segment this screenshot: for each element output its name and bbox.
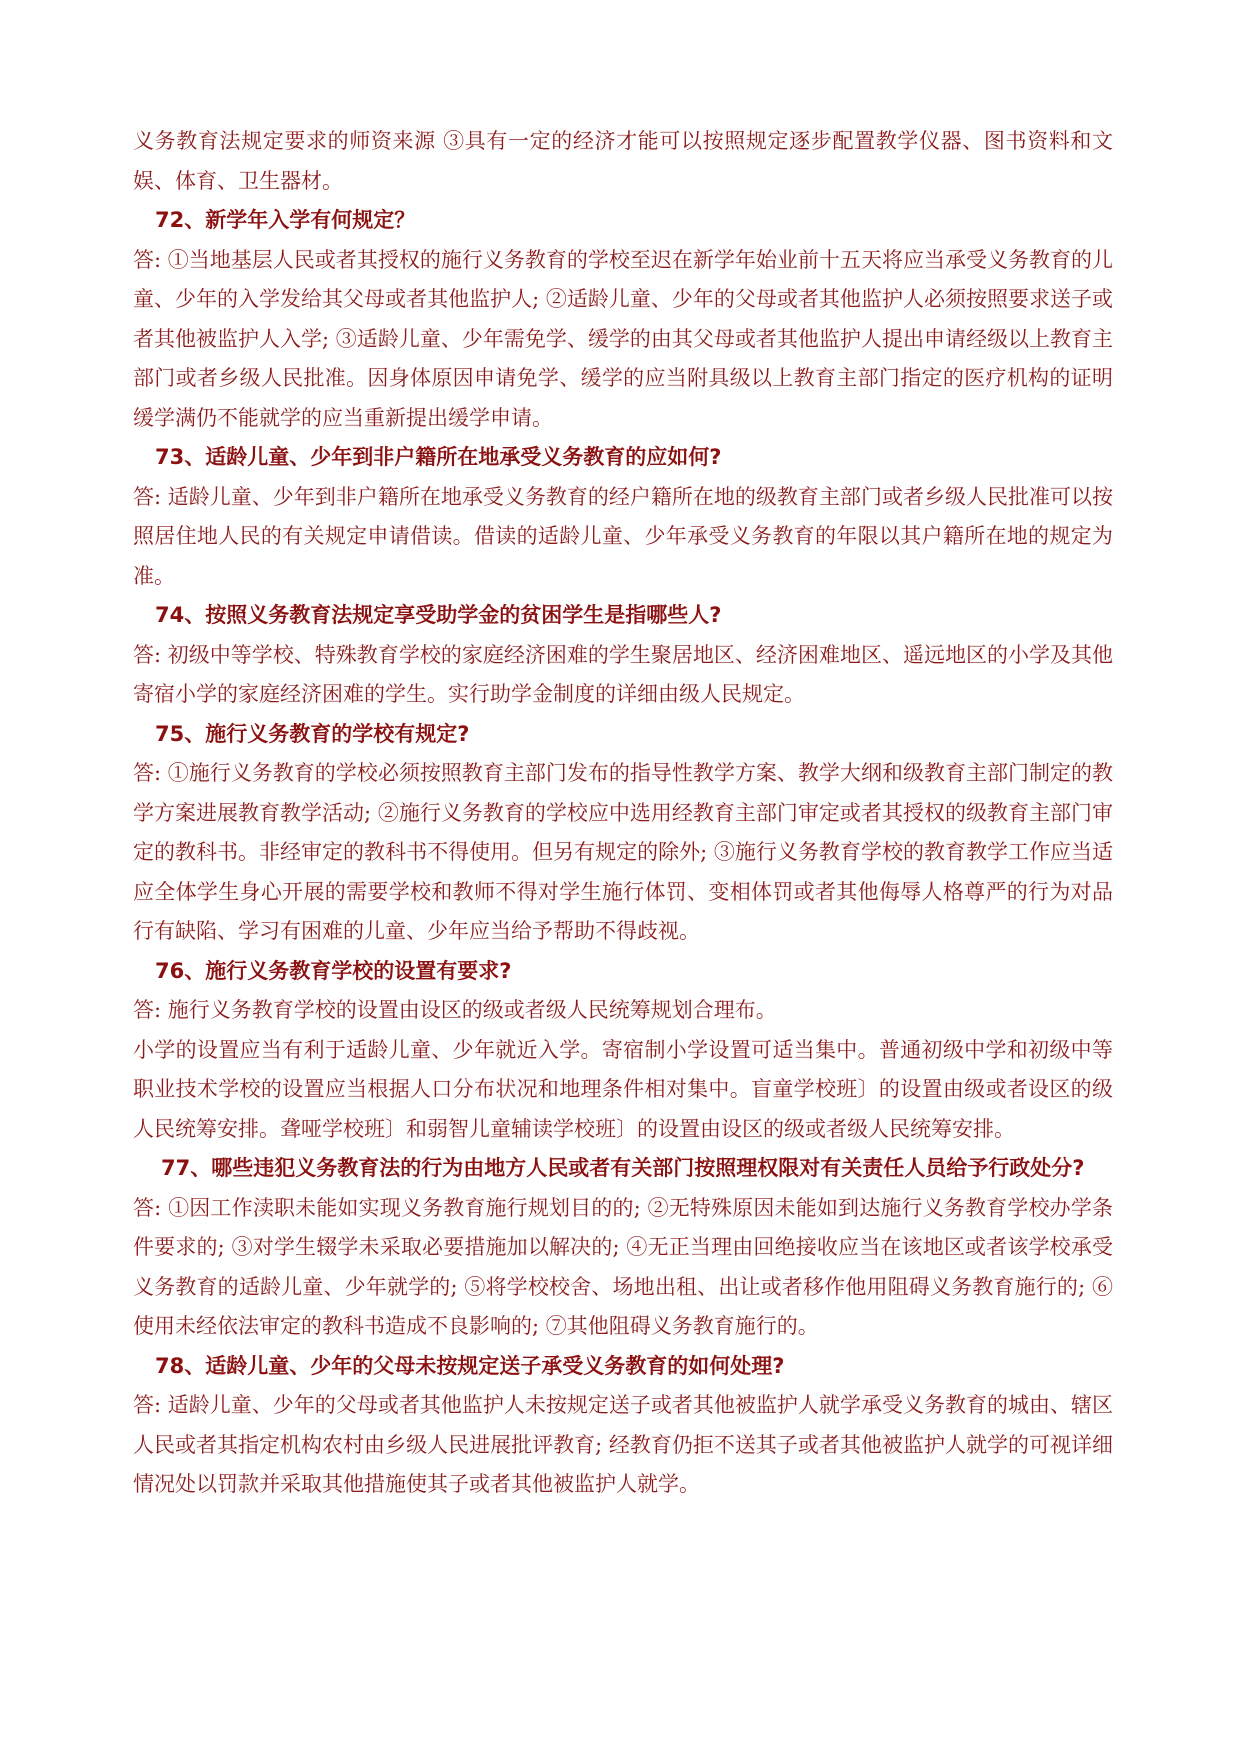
answer-76-line-2: 小学的设置应当有利于适龄儿童、少年就近入学。寄宿制小学设置可适当集中。普通初级中学和初级中等职业技术学校的设置应当根据人口分布状况和地理条件相对集中。盲童学校班〕的设置由级或者设区的级人民统筹安排。聋哑学校班〕和弱智儿童辅读学校班〕的设置由设区的级或者级人民统筹安排。: [133, 1037, 1113, 1141]
answer-76-line-1: 答: 施行义务教育学校的设置由设区的级或者级人民统筹规划合理布。: [133, 998, 777, 1022]
question-78: 78、适龄儿童、少年的父母未按规定送子承受义务教育的如何处理?: [155, 1353, 785, 1378]
answer-72: 答: ①当地基层人民或者其授权的施行义务教育的学校至迟在新学年始业前十五天将应当承受义务教育的儿童、少年的入学发给其父母或者其他监护人; ②适龄儿童、少年的父母或者其他监护人必须按照要求送子或者其他被监护人入学; ③适龄儿童、少年需免学、缓学的由其父母或者其他监护人提出申请经级以上教育主部门或者乡级人民批准。因身体原因申请免学、缓学的应当附具级以上教育主部门指定的医疗机构的证明缓学满仍不能就学的应当重新提出缓学申请。: [133, 247, 1113, 430]
answer-78: 答: 适龄儿童、少年的父母或者其他监护人未按规定送子或者其他被监护人就学承受义务教育的城由、辖区人民或者其指定机构农村由乡级人民进展批评教育; 经教育仍拒不送其子或者其他被监护人就学的可视详细情况处以罚款并采取其他措施使其子或者其他被监护人就学。: [133, 1393, 1113, 1496]
document-body: [133, 122, 1113, 1505]
question-76: 76、施行义务教育学校的设置有要求?: [155, 958, 512, 983]
question-75: 75、施行义务教育的学校有规定?: [155, 721, 470, 746]
answer-75: 答: ①施行义务教育的学校必须按照教育主部门发布的指导性教学方案、教学大纲和级教育主部门制定的教学方案进展教育教学活动; ②施行义务教育的学校应中选用经教育主部门审定或者其授权的级教育主部门审定的教科书。非经审定的教科书不得使用。但另有规定的除外; ③施行义务教育学校的教育教学工作应当适应全体学生身心开展的需要学校和教师不得对学生施行体罚、变相体罚或者其他侮辱人格尊严的行为对品行有缺陷、学习有困难的儿童、少年应当给予帮助不得歧视。: [133, 761, 1113, 943]
answer-77: 答: ①因工作渎职未能如实现义务教育施行规划目的的; ②无特殊原因未能如到达施行义务教育学校办学条件要求的; ③对学生辍学未采取必要措施加以解决的; ④无正当理由回绝接收应当在该地区或者该学校承受义务教育的适龄儿童、少年就学的; ⑤将学校校舍、场地出租、出让或者移作他用阻碍义务教育施行的; ⑥使用未经依法审定的教科书造成不良影响的; ⑦其他阻碍义务教育施行的。: [133, 1195, 1113, 1338]
question-73: 73、适龄儿童、少年到非户籍所在地承受义务教育的应如何?: [155, 445, 722, 469]
answer-74: 答: 初级中等学校、特殊教育学校的家庭经济困难的学生聚居地区、经济困难地区、遥远地区的小学及其他寄宿小学的家庭经济困难的学生。实行助学金制度的详细由级人民规定。: [133, 642, 1113, 706]
answer-73: 答: 适龄儿童、少年到非户籍所在地承受义务教育的经户籍所在地的级教育主部门或者乡级人民批准可以按照居住地人民的有关规定申请借读。借读的适龄儿童、少年承受义务教育的年限以其户籍所在地的规定为准。: [133, 484, 1113, 588]
question-77: 77、哪些违犯义务教育法的行为由地方人民或者有关部门按照理权限对有关责任人员给予行政处分?: [161, 1156, 1085, 1180]
question-72: 72、新学年入学有何规定？: [155, 208, 416, 232]
intro-paragraph: 义务教育法规定要求的师资来源 ③具有一定的经济才能可以按照规定逐步配置教学仪器、图书资料和文娱、体育、卫生器材。: [133, 129, 1113, 193]
question-74: 74、按照义务教育法规定享受助学金的贫困学生是指哪些人?: [155, 603, 722, 627]
